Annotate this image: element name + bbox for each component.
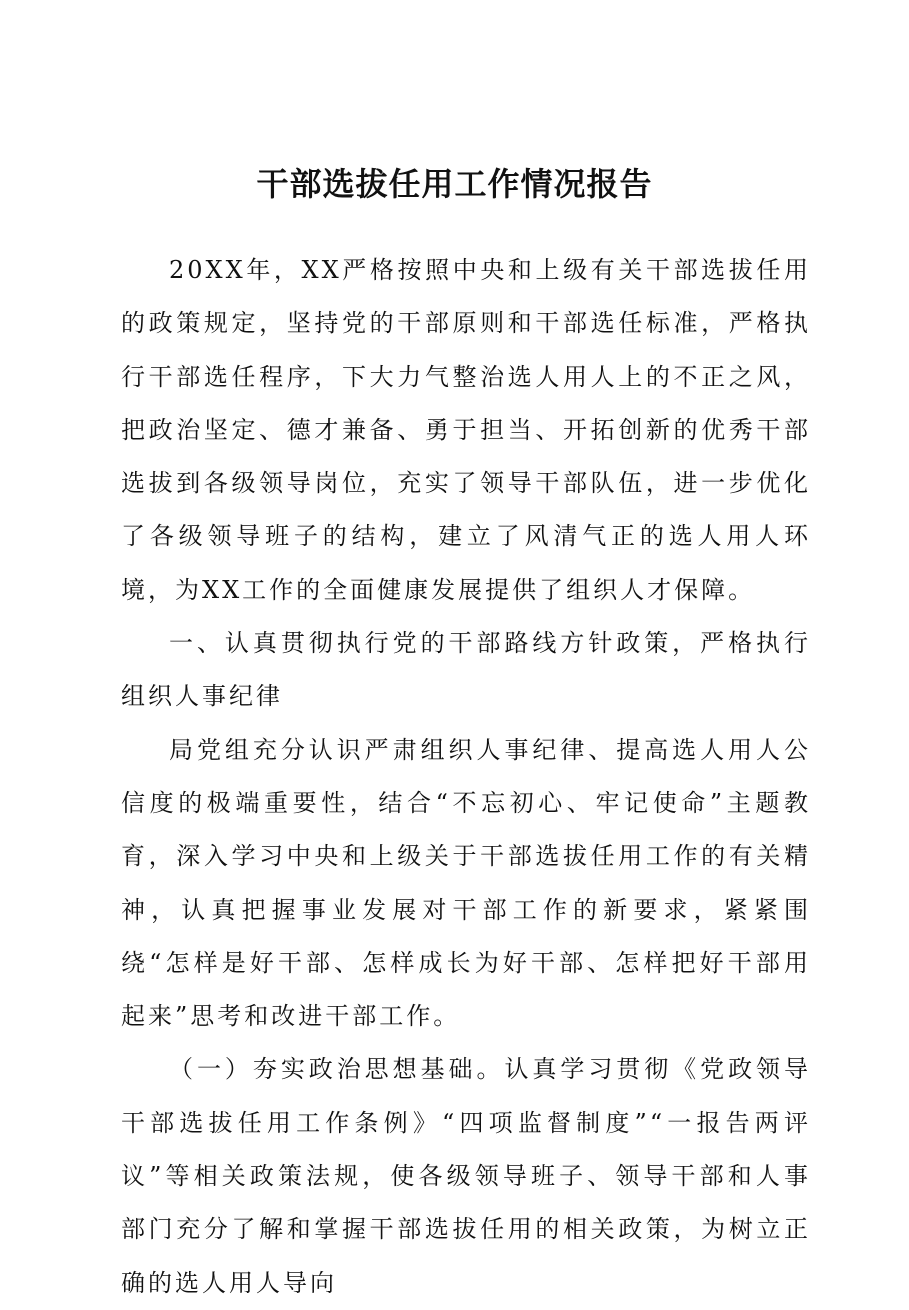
paragraph-intro: 20XX年，XX严格按照中央和上级有关干部选拔任用的政策规定，坚持党的干部原则和干部选任标准，严格执行干部选任程序，下大力气整治选人用人上的不正之风，把政治坚定、德才兼备、勇于担当、开拓创新的优秀干部选拔到各级领导岗位，充实了领导干部队伍，进一步优化了各级领导班子的结构，建立了风清气正的选人用人环境，为XX工作的全面健康发展提供了组织人才保障。 (121, 256, 811, 604)
document-title: 干部选拔任用工作情况报告 (256, 165, 653, 203)
document-body (121, 244, 811, 1310)
section-heading-1: 一、认真贯彻执行党的干部路线方针政策，严格执行组织人事纪律 (121, 629, 811, 711)
paragraph-section-1: 局党组充分认识严肃组织人事纪律、提高选人用人公信度的极端重要性，结合“不忘初心、牢记使命”主题教育，深入学习中央和上级关于干部选拔任用工作的有关精神，认真把握事业发展对干部工作的新要求，紧紧围绕“怎样是好干部、怎样成长为好干部、怎样把好干部用起来”思考和改进干部工作。 (121, 735, 811, 1031)
paragraph-subsection-1: （一）夯实政治思想基础。认真学习贯彻《党政领导干部选拔任用工作条例》“四项监督制度”“一报告两评议”等相关政策法规，使各级领导班子、领导干部和人事部门充分了解和掌握干部选拔任用的相关政策，为树立正确的选人用人导向 (121, 1055, 811, 1297)
